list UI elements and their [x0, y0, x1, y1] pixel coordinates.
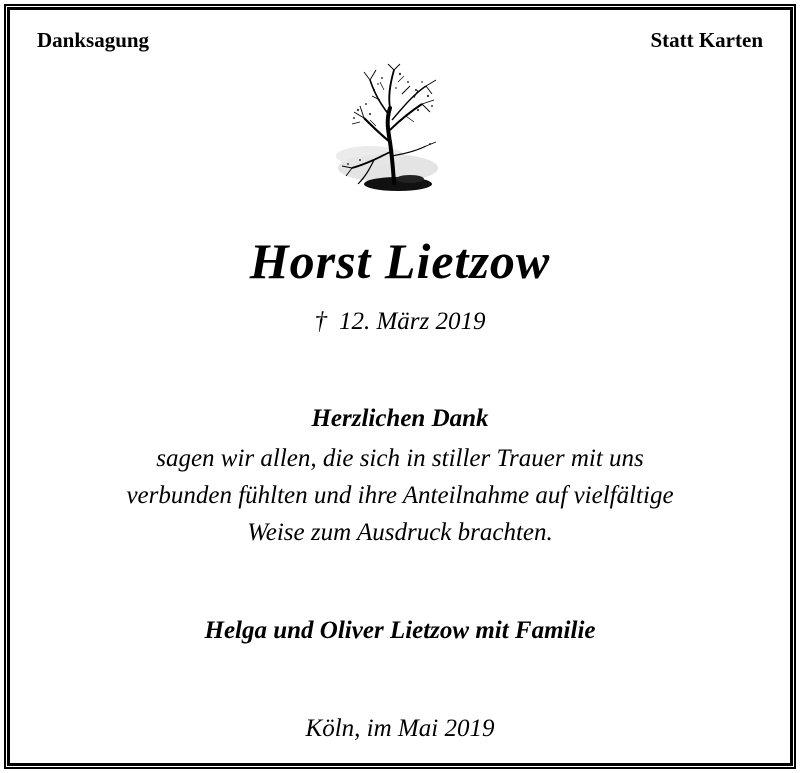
- tree-icon: [330, 60, 450, 200]
- place-date: Köln, im Mai 2019: [305, 715, 495, 742]
- family-signature: Helga und Oliver Lietzow mit Familie: [204, 617, 596, 644]
- death-date-line: [0, 308, 800, 336]
- deceased-name: Horst Lietzow: [249, 233, 551, 289]
- header-left: Danksagung: [37, 28, 150, 52]
- thanks-text: [0, 440, 800, 551]
- thanks-line: verbunden fühlten und ihre Anteilnahme auf vielfältige: [126, 482, 674, 509]
- death-date: 12. März 2019: [338, 308, 486, 335]
- thanks-heading: Herzlichen Dank: [311, 405, 489, 432]
- header-right: Statt Karten: [650, 28, 763, 52]
- cross-icon: †: [314, 308, 327, 335]
- thanks-line: Weise zum Ausdruck brachten.: [247, 519, 553, 546]
- thanks-line: sagen wir allen, die sich in stiller Trauer mit uns: [156, 445, 644, 472]
